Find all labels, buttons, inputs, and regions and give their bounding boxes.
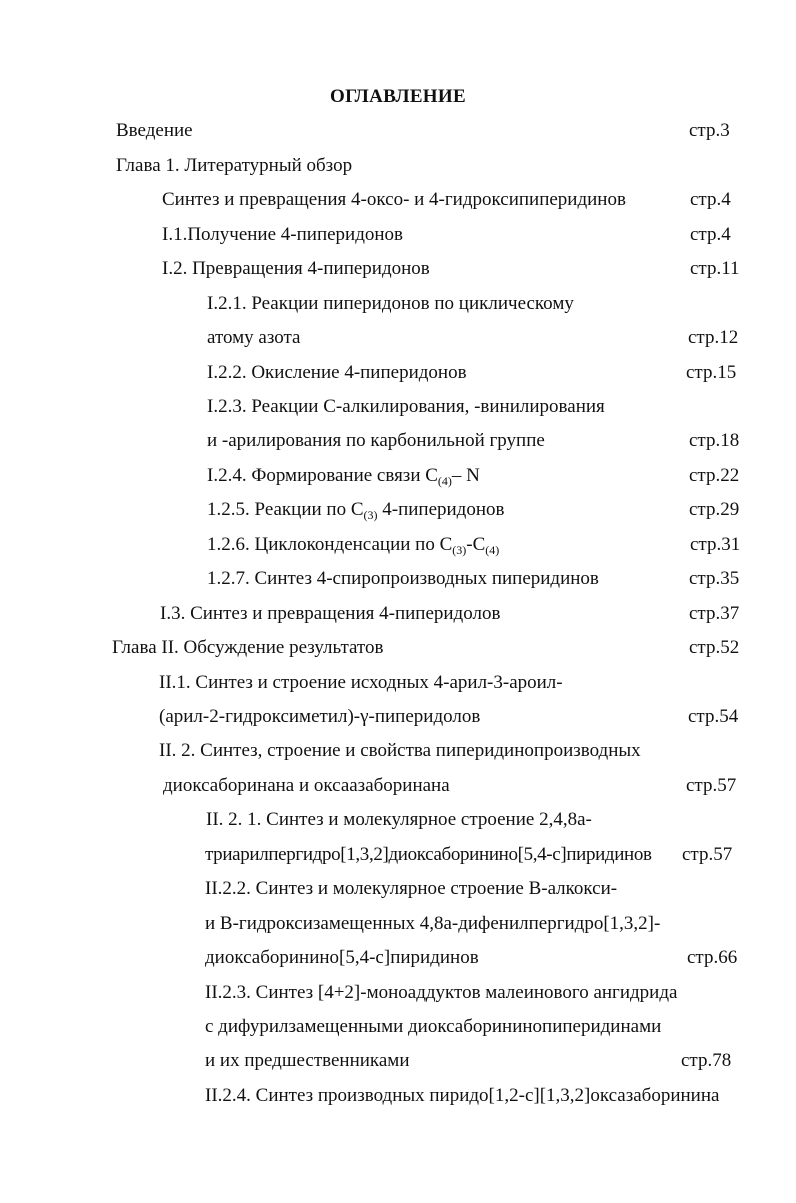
toc-entry-text-part: 1.2.6. Циклоконденсации по С (207, 534, 453, 555)
toc-entry-text: триарилпергидро[1,3,2]диоксаборинино[5,4-с]пиридинов (205, 844, 652, 865)
toc-entry-text: атому азота (207, 327, 301, 348)
toc-entry-text: I.2.2. Окисление 4-пиперидонов (207, 362, 467, 383)
toc-entry-page: стр.4 (690, 224, 731, 245)
toc-entry (0, 601, 796, 627)
toc-entry-text: диоксаборинино[5,4-с]пиридинов (205, 947, 479, 968)
toc-entry-text: Глава II. Обсуждение результатов (112, 637, 384, 658)
toc-entry-page: стр.18 (689, 430, 740, 451)
toc-entry-page: стр.12 (688, 327, 739, 348)
toc-entry (0, 360, 796, 386)
toc-entry-page: стр.54 (688, 706, 739, 727)
toc-entry-text: и -арилирования по карбонильной группе (207, 430, 545, 451)
toc-entry (0, 1083, 796, 1109)
toc-entry-text: II. 2. 1. Синтез и молекулярное строение 2,4,8а- (206, 809, 592, 830)
toc-entry (0, 704, 796, 730)
toc-entry-page: стр.52 (689, 637, 740, 658)
toc-entry (0, 222, 796, 248)
toc-entry (0, 428, 796, 454)
toc-entry (0, 153, 796, 179)
toc-entry (0, 463, 796, 489)
toc-entry (0, 1014, 796, 1040)
toc-entry-page: стр.22 (689, 465, 740, 486)
toc-entry-text: с дифурилзамещенными диоксаборининопиперидинами (205, 1016, 662, 1037)
toc-entry-page: стр.29 (689, 499, 740, 520)
toc-entry-subscript: (3) (363, 508, 378, 522)
toc-entry-text (207, 463, 480, 489)
toc-entry (0, 773, 796, 799)
toc-entry-text: и их предшественниками (205, 1050, 410, 1071)
toc-entry-page: стр.11 (690, 258, 740, 279)
toc-entry (0, 187, 796, 213)
toc-entry-text-part: I.2.4. Формирование связи С (207, 465, 438, 486)
toc-entry-text: Глава 1. Литературный обзор (116, 155, 353, 176)
toc-entry-text: II. 2. Синтез, строение и свойства пиперидинопроизводных (159, 740, 641, 761)
toc-entry (0, 532, 796, 558)
toc-entry (0, 876, 796, 902)
toc-entry (0, 291, 796, 317)
toc-entry-page: стр.4 (690, 189, 731, 210)
toc-entry-text: Синтез и превращения 4-оксо- и 4-гидроксипиперидинов (162, 189, 626, 210)
toc-entry-text: I.2.3. Реакции С-алкилирования, -винилирования (207, 396, 605, 417)
toc-entry-text (207, 532, 499, 558)
toc-entry-text (207, 497, 505, 523)
toc-entry (0, 738, 796, 764)
toc-entry-text-part: – N (451, 465, 480, 486)
toc-entry-page: стр.66 (687, 947, 738, 968)
toc-entry (0, 670, 796, 696)
toc-entry-page: стр.37 (689, 603, 740, 624)
toc-entry (0, 394, 796, 420)
toc-entry-text: II.1. Синтез и строение исходных 4-арил-3-ароил- (159, 672, 563, 693)
toc-entry-page: стр.78 (681, 1050, 732, 1071)
toc-entry-text: Введение (116, 120, 193, 141)
toc-entry (0, 842, 796, 868)
toc-entry-page: стр.35 (689, 568, 740, 589)
toc-title: ОГЛАВЛЕНИЕ (330, 86, 466, 107)
toc-entry-subscript: (3) (452, 543, 467, 557)
toc-entry (0, 256, 796, 282)
toc-entry-text: 1.2.7. Синтез 4-спиропроизводных пиперидинов (207, 568, 599, 589)
toc-entry (0, 807, 796, 833)
toc-entry-page: стр.57 (682, 844, 733, 865)
toc-entry-text: II.2.4. Синтез производных пиридо[1,2-с][1,3,2]оксазаборинина (205, 1085, 720, 1106)
toc-entry-text: и В-гидроксизамещенных 4,8а-дифенилпергидро[1,3,2]- (205, 913, 661, 934)
toc-entry (0, 635, 796, 661)
toc-entry-text: II.2.2. Синтез и молекулярное строение В-алкокси- (205, 878, 618, 899)
toc-entry-text-part: 4-пиперидонов (377, 499, 505, 520)
toc-entry-subscript: (4) (437, 474, 452, 488)
toc-entry-page: стр.31 (690, 534, 741, 555)
toc-entry (0, 497, 796, 523)
toc-entry-text: I.2.1. Реакции пиперидонов по циклическому (207, 293, 574, 314)
toc-entry-page: стр.3 (689, 120, 730, 141)
toc-entry-page: стр.15 (686, 362, 737, 383)
toc-entry-text-part: 1.2.5. Реакции по С (207, 499, 364, 520)
toc-entry (0, 980, 796, 1006)
toc-entry-text: I.3. Синтез и превращения 4-пиперидолов (160, 603, 501, 624)
toc-entry (0, 566, 796, 592)
toc-entry-text: I.1.Получение 4-пиперидонов (162, 224, 404, 245)
toc-entry (0, 118, 796, 144)
toc-entry-text-part: -С (466, 534, 486, 555)
toc-entry (0, 945, 796, 971)
toc-entry-text: (арил-2-гидроксиметил)-γ-пиперидолов (159, 706, 481, 727)
toc-entry-subscript: (4) (485, 543, 500, 557)
toc-entry-page: стр.57 (686, 775, 737, 796)
toc-entry-text: I.2. Превращения 4-пиперидонов (162, 258, 430, 279)
toc-entry-text: II.2.3. Синтез [4+2]-моноаддуктов малеинового ангидрида (205, 982, 678, 1003)
toc-entry-text: диоксаборинана и оксаазаборинана (163, 775, 450, 796)
toc-entry (0, 1048, 796, 1074)
toc-entry (0, 911, 796, 937)
toc-entry (0, 325, 796, 351)
